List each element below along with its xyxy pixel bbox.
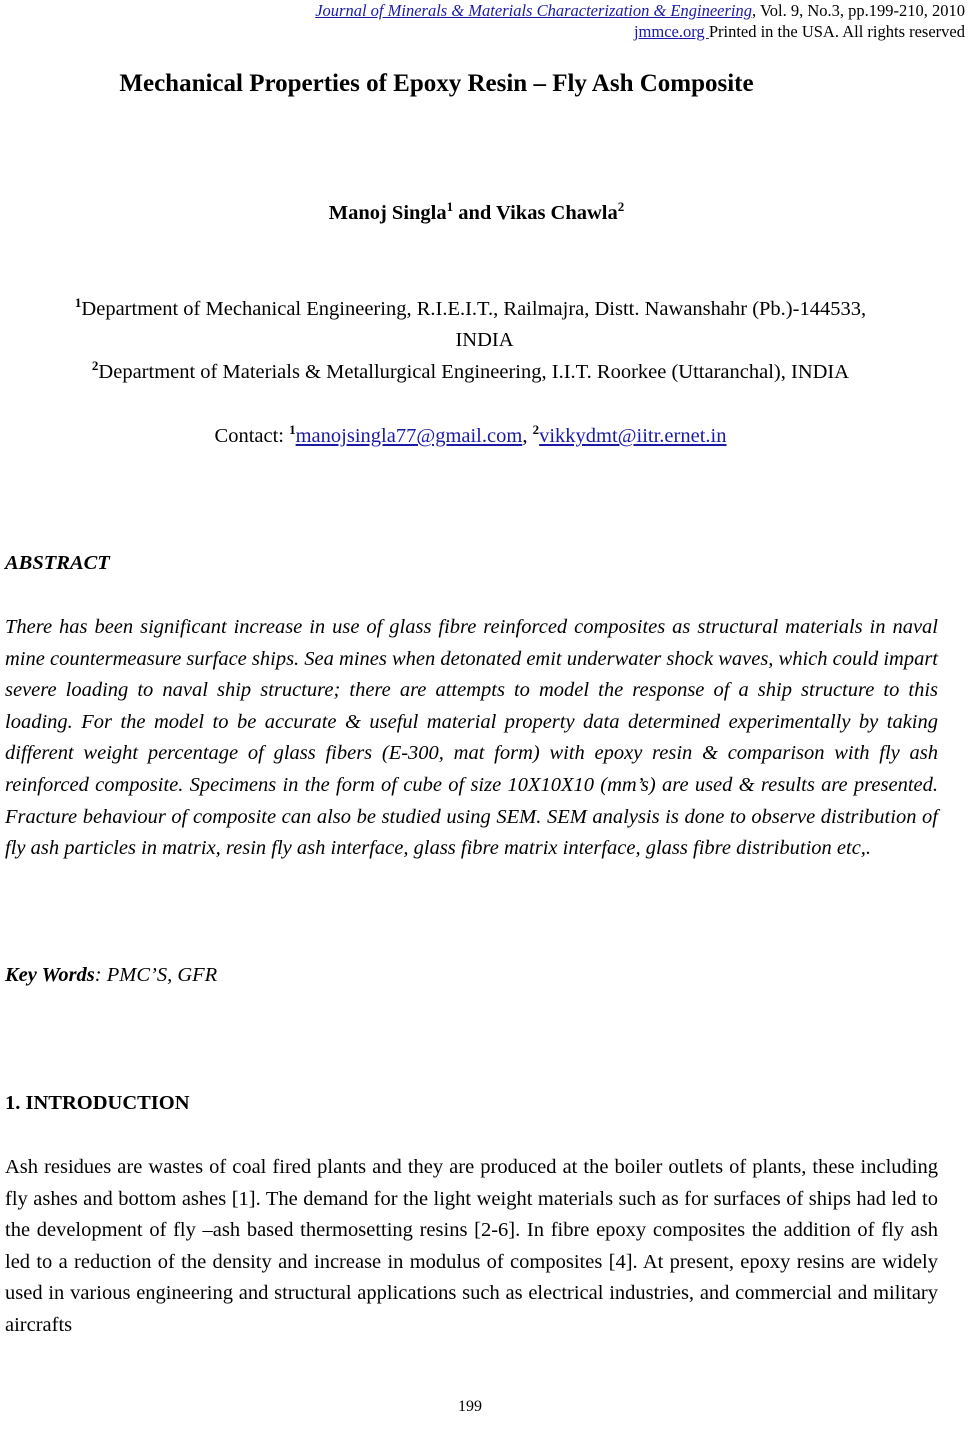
contact-line bbox=[0, 422, 957, 448]
affiliation-1-line-1 bbox=[0, 295, 957, 321]
email-link-1[interactable]: manojsingla77@gmail.com bbox=[295, 425, 523, 447]
abstract-heading: ABSTRACT bbox=[5, 552, 110, 574]
affiliation-2-mark: 2 bbox=[91, 358, 99, 374]
author-1-affiliation-mark: 1 bbox=[446, 199, 454, 215]
journal-name-link[interactable]: Journal of Minerals & Materials Characterization & Engineering bbox=[315, 1, 752, 20]
journal-header-line-1 bbox=[315, 0, 965, 21]
keywords-label: Key Words bbox=[5, 964, 95, 986]
email-link-2[interactable]: vikkydmt@iitr.ernet.in bbox=[539, 425, 727, 447]
paper-title: Mechanical Properties of Epoxy Resin – Fly Ash Composite bbox=[119, 70, 754, 97]
author-line bbox=[0, 199, 963, 225]
journal-site-link[interactable]: jmmce.org bbox=[633, 22, 709, 41]
affiliation-2-text: Department of Materials & Metallurgical Engineering, I.I.T. Roorkee (Uttaranchal), INDIA bbox=[98, 361, 850, 383]
contact-mark-1: 1 bbox=[289, 422, 296, 438]
affiliation-1-line-2: INDIA bbox=[455, 329, 514, 351]
contact-mark-2: 2 bbox=[532, 422, 540, 438]
contact-separator: , bbox=[522, 425, 533, 447]
abstract-body: There has been significant increase in use of glass fibre reinforced composites as structural materials in naval mine countermeasure surface ships. Sea mines when detonated emit underwater shock waves, which could impart severe loading to naval ship structure; there are attempts to model the response of a ship structure to this loading. For the model to be accurate & useful material property data determined experimentally by taking different weight percentage of glass fibers (E-300, mat form) with epoxy resin & comparison with fly ash reinforced composite. Specimens in the form of cube of size 10X10X10 (mm’s) are used & results are presented. Fracture behaviour of composite can also be studied using SEM. SEM analysis is done to observe distribution of fly ash particles in matrix, resin fly ash interface, glass fibre matrix interface, glass fibre distribution etc,. bbox=[5, 616, 938, 860]
keywords-line bbox=[5, 964, 217, 987]
page-number: 199 bbox=[458, 1398, 482, 1415]
introduction-body: Ash residues are wastes of coal fired plants and they are produced at the boiler outlets of plants, these including fly ashes and bottom ashes [1]. The demand for the light weight materials such as for surfaces of ships had led to the development of fly –ash based thermosetting resins [2-6]. In fibre epoxy composites the addition of fly ash led to a reduction of the density and increase in modulus of composites [4]. At present, epoxy resins are widely used in various engineering and structural applications such as electrical industries, and commercial and military aircrafts bbox=[5, 1156, 938, 1336]
affiliation-2 bbox=[0, 358, 957, 384]
contact-label: Contact: bbox=[214, 425, 290, 447]
affiliation-1-mark: 1 bbox=[74, 295, 82, 311]
rights-notice: Printed in the USA. All rights reserved bbox=[708, 22, 965, 41]
author-2-affiliation-mark: 2 bbox=[617, 199, 625, 215]
affiliation-1-text: Department of Mechanical Engineering, R.I.E.I.T., Railmajra, Distt. Nawanshahr (Pb.)-144533, bbox=[81, 298, 867, 320]
author-2: and Vikas Chawla bbox=[453, 202, 618, 224]
introduction-heading: 1. INTRODUCTION bbox=[5, 1092, 190, 1114]
keywords-value: : PMC’S, GFR bbox=[94, 964, 218, 986]
journal-header-line-2 bbox=[634, 21, 965, 42]
author-1: Manoj Singla bbox=[328, 202, 447, 224]
volume-info: , Vol. 9, No.3, pp.199-210, 2010 bbox=[752, 1, 965, 20]
